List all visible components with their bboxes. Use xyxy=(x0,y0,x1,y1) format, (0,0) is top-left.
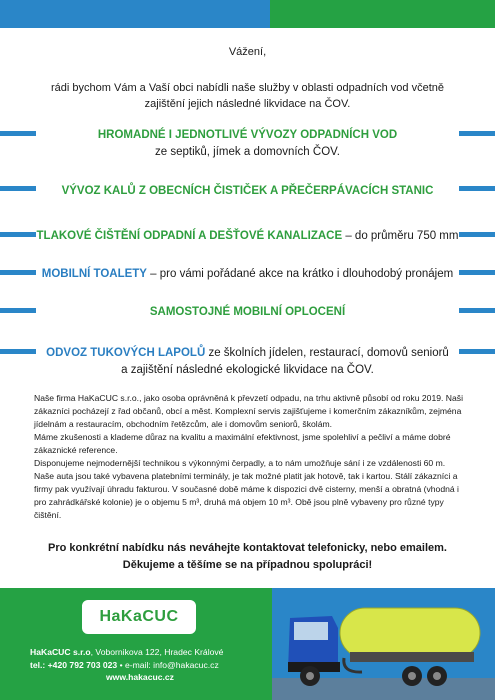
company-info xyxy=(30,646,250,684)
website-link[interactable]: www.hakacuc.cz xyxy=(106,672,174,682)
service-detail: a zajištění následné ekologické likvidace na ČOV. xyxy=(121,364,374,376)
contact-line: Pro konkrétní nabídku nás neváhejte kontaktovat telefonicky, nebo emailem. xyxy=(48,542,447,554)
service-5 xyxy=(0,304,495,321)
service-title: HROMADNÉ I JEDNOTLIVÉ VÝVOZY ODPADNÍCH VOD xyxy=(97,129,398,141)
footer-green-panel xyxy=(0,588,272,700)
service-detail: – pro vámi pořádané akce na krátko i dlouhodobý pronájem xyxy=(146,268,454,280)
about-company xyxy=(34,392,466,522)
service-3 xyxy=(0,228,495,245)
company-name: HaKaCUC s.r.o xyxy=(30,647,91,657)
contact-call xyxy=(0,540,495,574)
top-bar-green xyxy=(270,0,495,28)
top-color-bar xyxy=(0,0,495,28)
about-paragraph: Máme zkušenosti a klademe důraz na kvalitu a maximální efektivnost, jsme spolehliví a pečliví a máme dobré zákaznické reference. xyxy=(34,432,451,455)
footer xyxy=(0,588,495,700)
service-title: TLAKOVÉ ČIŠTĚNÍ ODPADNÍ A DEŠŤOVÉ KANALIZACE xyxy=(36,230,343,242)
service-title: SAMOSTOJNÉ MOBILNÍ OPLOCENÍ xyxy=(149,306,346,318)
tanker-truck-image xyxy=(272,588,495,700)
thanks-line: Děkujeme a těšíme se na případnou spolupráci! xyxy=(122,559,373,571)
greeting: Vážení, xyxy=(228,46,267,58)
about-paragraph: Naše firma HaKaCUC s.r.o., jako osoba oprávněná k převzetí odpadu, na trhu aktivně působí od roku 2019. Naši zákazníci pocházejí z řad občanů, obcí a měst. Komplexní servis zajišťujeme i komerčním zákazníkům, zejména jídelnám a restauracím, obchodním řetězcům, ale i domovům seniorů, školám. xyxy=(34,393,463,429)
service-detail: – do průměru 750 mm xyxy=(342,230,459,242)
service-detail: ze školních jídelen, restaurací, domovů seniorů xyxy=(205,347,449,359)
service-1 xyxy=(0,127,495,161)
about-paragraph: Disponujeme nejmodernější technikou s výkonnými čerpadly, a to nám umožňuje sání i ze vzdálenosti 60 m. Naše auta jsou také vybavena platebními terminály, je tak možné platit jak hotově, tak i kartou. Stálí zákazníci a firmy pak využívají úhradu fakturou. V současné době máme k dispozici dvě cisterny, menší a obratná (vhodná i pro zahrádkářské kolonie) je o objemu 5 m³, druhá má objem 10 m³. Obě jsou plně vybaveny pro různé typy čištění. xyxy=(34,458,459,520)
logo-text: HaKaCUC xyxy=(99,608,179,625)
company-address: , Vobornikova 122, Hradec Králové xyxy=(90,647,224,657)
intro-text: rádi bychom Vám a Vaší obci nabídli naše služby v oblasti odpadních vod včetně zajištění jejich následné likvidace na ČOV. xyxy=(51,82,444,110)
email-link[interactable]: • e-mail: info@hakacuc.cz xyxy=(117,659,219,670)
service-4 xyxy=(0,266,495,283)
service-2 xyxy=(0,183,495,200)
service-detail: ze septiků, jímek a domovních ČOV. xyxy=(155,146,340,158)
service-title: MOBILNÍ TOALETY xyxy=(41,268,147,280)
phone-link[interactable]: +420 792 703 023 xyxy=(45,659,118,670)
service-title: VÝVOZ KALŮ Z OBECNÍCH ČISTIČEK A PŘEČERPÁVACÍCH STANIC xyxy=(61,185,434,197)
top-bar-blue xyxy=(0,0,270,28)
tel-label: tel.: xyxy=(30,659,46,670)
service-6 xyxy=(0,345,495,379)
company-logo xyxy=(82,600,196,634)
service-title: ODVOZ TUKOVÝCH LAPOLŮ xyxy=(46,347,206,359)
footer-truck-panel xyxy=(272,588,495,700)
